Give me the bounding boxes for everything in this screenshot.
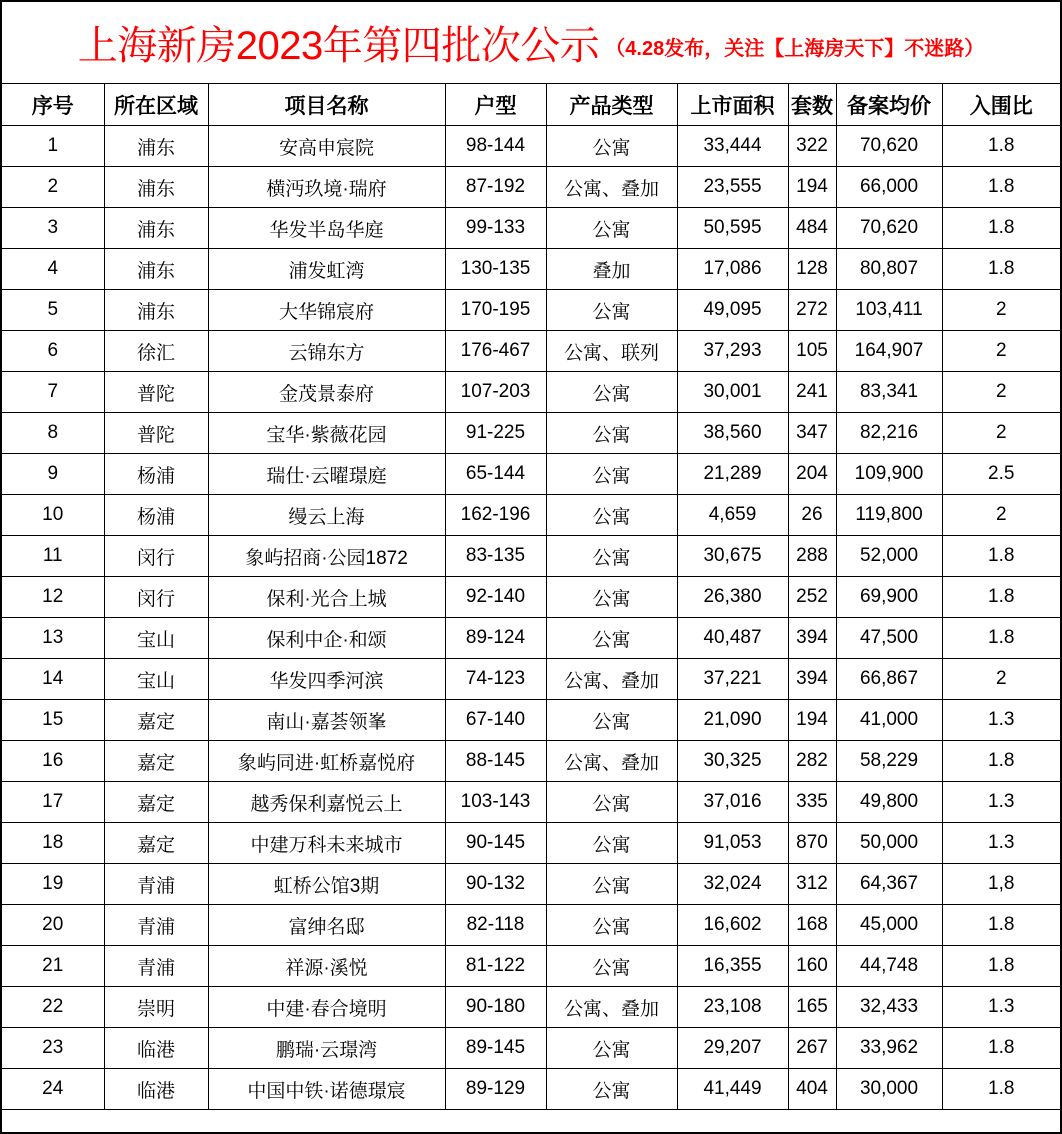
- district-cell: 闵行: [104, 577, 208, 618]
- project-name-cell: 华发半岛华庭: [208, 208, 445, 249]
- table-row: [2, 249, 1060, 290]
- index-cell: 2: [2, 167, 104, 208]
- units-cell: 267: [788, 1028, 836, 1069]
- index-cell: 22: [2, 987, 104, 1028]
- ratio-cell: 2: [942, 331, 1060, 372]
- index-cell: 10: [2, 495, 104, 536]
- project-name-cell: 缦云上海: [208, 495, 445, 536]
- area-cell: 21,090: [677, 700, 788, 741]
- ratio-cell: 2: [942, 413, 1060, 454]
- area-cell: 91,053: [677, 823, 788, 864]
- units-cell: 105: [788, 331, 836, 372]
- table-row: [2, 700, 1060, 741]
- product-type-cell: 公寓: [546, 700, 677, 741]
- table-row: [2, 987, 1060, 1028]
- table-row: [2, 167, 1060, 208]
- unit-size-cell: 89-124: [445, 618, 546, 659]
- product-type-cell: 公寓: [546, 208, 677, 249]
- district-cell: 嘉定: [104, 700, 208, 741]
- area-cell: 37,221: [677, 659, 788, 700]
- avg-price-cell: 41,000: [836, 700, 942, 741]
- product-type-cell: 公寓: [546, 782, 677, 823]
- project-name-cell: 保利中企·和颂: [208, 618, 445, 659]
- district-cell: 宝山: [104, 659, 208, 700]
- units-cell: 194: [788, 700, 836, 741]
- units-cell: 252: [788, 577, 836, 618]
- col-header-product-type: 产品类型: [546, 84, 677, 126]
- area-cell: 30,675: [677, 536, 788, 577]
- units-cell: 347: [788, 413, 836, 454]
- unit-size-cell: 89-145: [445, 1028, 546, 1069]
- units-cell: 128: [788, 249, 836, 290]
- index-cell: 8: [2, 413, 104, 454]
- table-row: [2, 495, 1060, 536]
- area-cell: 37,293: [677, 331, 788, 372]
- district-cell: 闵行: [104, 536, 208, 577]
- project-name-cell: 南山·嘉荟领峯: [208, 700, 445, 741]
- col-header-avg-price: 备案均价: [836, 84, 942, 126]
- table-row: [2, 290, 1060, 331]
- units-cell: 484: [788, 208, 836, 249]
- avg-price-cell: 66,000: [836, 167, 942, 208]
- col-header-units: 套数: [788, 84, 836, 126]
- area-cell: 40,487: [677, 618, 788, 659]
- unit-size-cell: 176-467: [445, 331, 546, 372]
- district-cell: 青浦: [104, 946, 208, 987]
- area-cell: 37,016: [677, 782, 788, 823]
- units-cell: 165: [788, 987, 836, 1028]
- index-cell: 24: [2, 1069, 104, 1110]
- index-cell: 1: [2, 126, 104, 167]
- project-name-cell: 越秀保利嘉悦云上: [208, 782, 445, 823]
- project-name-cell: 祥源·溪悦: [208, 946, 445, 987]
- district-cell: 青浦: [104, 864, 208, 905]
- product-type-cell: 公寓: [546, 454, 677, 495]
- table-row: [2, 1069, 1060, 1110]
- ratio-cell: 1.8: [942, 126, 1060, 167]
- product-type-cell: 公寓: [546, 1069, 677, 1110]
- index-cell: 16: [2, 741, 104, 782]
- avg-price-cell: 47,500: [836, 618, 942, 659]
- product-type-cell: 公寓、叠加: [546, 659, 677, 700]
- avg-price-cell: 49,800: [836, 782, 942, 823]
- col-header-ratio: 入围比: [942, 84, 1060, 126]
- units-cell: 335: [788, 782, 836, 823]
- table-row: [2, 126, 1060, 167]
- table-row: [2, 208, 1060, 249]
- product-type-cell: 公寓、叠加: [546, 167, 677, 208]
- product-type-cell: 公寓: [546, 1028, 677, 1069]
- unit-size-cell: 83-135: [445, 536, 546, 577]
- table-row: [2, 577, 1060, 618]
- area-cell: 29,207: [677, 1028, 788, 1069]
- area-cell: 16,602: [677, 905, 788, 946]
- index-cell: 3: [2, 208, 104, 249]
- product-type-cell: 公寓: [546, 823, 677, 864]
- units-cell: 168: [788, 905, 836, 946]
- project-name-cell: 鹏瑞·云璟湾: [208, 1028, 445, 1069]
- district-cell: 杨浦: [104, 454, 208, 495]
- col-header-district: 所在区域: [104, 84, 208, 126]
- index-cell: 23: [2, 1028, 104, 1069]
- project-name-cell: 中国中铁·诺德璟宸: [208, 1069, 445, 1110]
- avg-price-cell: 80,807: [836, 249, 942, 290]
- avg-price-cell: 66,867: [836, 659, 942, 700]
- area-cell: 30,001: [677, 372, 788, 413]
- avg-price-cell: 52,000: [836, 536, 942, 577]
- index-cell: 20: [2, 905, 104, 946]
- unit-size-cell: 65-144: [445, 454, 546, 495]
- avg-price-cell: 44,748: [836, 946, 942, 987]
- index-cell: 13: [2, 618, 104, 659]
- table-body: [2, 126, 1060, 1110]
- title-bar: [2, 2, 1060, 84]
- ratio-cell: 2.5: [942, 454, 1060, 495]
- unit-size-cell: 67-140: [445, 700, 546, 741]
- district-cell: 浦东: [104, 126, 208, 167]
- district-cell: 嘉定: [104, 782, 208, 823]
- table-row: [2, 905, 1060, 946]
- district-cell: 崇明: [104, 987, 208, 1028]
- project-name-cell: 宝华·紫薇花园: [208, 413, 445, 454]
- col-header-index: 序号: [2, 84, 104, 126]
- district-cell: 杨浦: [104, 495, 208, 536]
- area-cell: 41,449: [677, 1069, 788, 1110]
- col-header-area: 上市面积: [677, 84, 788, 126]
- ratio-cell: 1.3: [942, 823, 1060, 864]
- product-type-cell: 公寓、叠加: [546, 741, 677, 782]
- project-name-cell: 云锦东方: [208, 331, 445, 372]
- project-name-cell: 象屿同进·虹桥嘉悦府: [208, 741, 445, 782]
- unit-size-cell: 91-225: [445, 413, 546, 454]
- area-cell: 32,024: [677, 864, 788, 905]
- district-cell: 浦东: [104, 167, 208, 208]
- product-type-cell: 公寓: [546, 495, 677, 536]
- area-cell: 17,086: [677, 249, 788, 290]
- index-cell: 6: [2, 331, 104, 372]
- unit-size-cell: 74-123: [445, 659, 546, 700]
- units-cell: 204: [788, 454, 836, 495]
- table-row: [2, 659, 1060, 700]
- project-name-cell: 浦发虹湾: [208, 249, 445, 290]
- district-cell: 临港: [104, 1069, 208, 1110]
- area-cell: 23,555: [677, 167, 788, 208]
- table-row: [2, 782, 1060, 823]
- ratio-cell: 1.8: [942, 946, 1060, 987]
- unit-size-cell: 90-180: [445, 987, 546, 1028]
- avg-price-cell: 109,900: [836, 454, 942, 495]
- ratio-cell: 1.8: [942, 741, 1060, 782]
- units-cell: 241: [788, 372, 836, 413]
- ratio-cell: 1.8: [942, 208, 1060, 249]
- ratio-cell: 1,8: [942, 864, 1060, 905]
- units-cell: 26: [788, 495, 836, 536]
- project-name-cell: 中建·春合境明: [208, 987, 445, 1028]
- product-type-cell: 公寓: [546, 290, 677, 331]
- avg-price-cell: 164,907: [836, 331, 942, 372]
- units-cell: 394: [788, 618, 836, 659]
- index-cell: 7: [2, 372, 104, 413]
- unit-size-cell: 87-192: [445, 167, 546, 208]
- ratio-cell: 1.8: [942, 577, 1060, 618]
- product-type-cell: 公寓: [546, 905, 677, 946]
- area-cell: 21,289: [677, 454, 788, 495]
- unit-size-cell: 81-122: [445, 946, 546, 987]
- projects-table: [2, 84, 1060, 1110]
- area-cell: 4,659: [677, 495, 788, 536]
- table-row: [2, 454, 1060, 495]
- ratio-cell: 2: [942, 372, 1060, 413]
- district-cell: 临港: [104, 1028, 208, 1069]
- avg-price-cell: 58,229: [836, 741, 942, 782]
- unit-size-cell: 98-144: [445, 126, 546, 167]
- table-row: [2, 536, 1060, 577]
- index-cell: 4: [2, 249, 104, 290]
- ratio-cell: 1.8: [942, 905, 1060, 946]
- avg-price-cell: 119,800: [836, 495, 942, 536]
- unit-size-cell: 103-143: [445, 782, 546, 823]
- avg-price-cell: 30,000: [836, 1069, 942, 1110]
- district-cell: 宝山: [104, 618, 208, 659]
- project-name-cell: 虹桥公馆3期: [208, 864, 445, 905]
- units-cell: 312: [788, 864, 836, 905]
- units-cell: 404: [788, 1069, 836, 1110]
- avg-price-cell: 69,900: [836, 577, 942, 618]
- avg-price-cell: 33,962: [836, 1028, 942, 1069]
- index-cell: 15: [2, 700, 104, 741]
- table-row: [2, 331, 1060, 372]
- index-cell: 18: [2, 823, 104, 864]
- index-cell: 17: [2, 782, 104, 823]
- units-cell: 282: [788, 741, 836, 782]
- product-type-cell: 公寓: [546, 126, 677, 167]
- unit-size-cell: 88-145: [445, 741, 546, 782]
- unit-size-cell: 90-145: [445, 823, 546, 864]
- avg-price-cell: 82,216: [836, 413, 942, 454]
- table-row: [2, 372, 1060, 413]
- col-header-unit-size: 户型: [445, 84, 546, 126]
- table-row: [2, 823, 1060, 864]
- ratio-cell: 1.8: [942, 1028, 1060, 1069]
- unit-size-cell: 82-118: [445, 905, 546, 946]
- unit-size-cell: 92-140: [445, 577, 546, 618]
- unit-size-cell: 99-133: [445, 208, 546, 249]
- district-cell: 普陀: [104, 372, 208, 413]
- area-cell: 26,380: [677, 577, 788, 618]
- project-name-cell: 华发四季河滨: [208, 659, 445, 700]
- area-cell: 16,355: [677, 946, 788, 987]
- area-cell: 33,444: [677, 126, 788, 167]
- project-name-cell: 安高申宸院: [208, 126, 445, 167]
- product-type-cell: 公寓、联列: [546, 331, 677, 372]
- area-cell: 38,560: [677, 413, 788, 454]
- project-name-cell: 金茂景泰府: [208, 372, 445, 413]
- index-cell: 11: [2, 536, 104, 577]
- page-title: 上海新房2023年第四批次公示: [77, 24, 600, 68]
- units-cell: 288: [788, 536, 836, 577]
- project-name-cell: 中建万科未来城市: [208, 823, 445, 864]
- avg-price-cell: 103,411: [836, 290, 942, 331]
- unit-size-cell: 107-203: [445, 372, 546, 413]
- ratio-cell: 1.3: [942, 782, 1060, 823]
- area-cell: 30,325: [677, 741, 788, 782]
- unit-size-cell: 90-132: [445, 864, 546, 905]
- product-type-cell: 公寓: [546, 618, 677, 659]
- units-cell: 870: [788, 823, 836, 864]
- unit-size-cell: 130-135: [445, 249, 546, 290]
- unit-size-cell: 170-195: [445, 290, 546, 331]
- index-cell: 21: [2, 946, 104, 987]
- avg-price-cell: 64,367: [836, 864, 942, 905]
- district-cell: 浦东: [104, 290, 208, 331]
- units-cell: 194: [788, 167, 836, 208]
- district-cell: 浦东: [104, 208, 208, 249]
- avg-price-cell: 70,620: [836, 126, 942, 167]
- project-name-cell: 保利·光合上城: [208, 577, 445, 618]
- ratio-cell: 2: [942, 290, 1060, 331]
- district-cell: 徐汇: [104, 331, 208, 372]
- product-type-cell: 公寓: [546, 536, 677, 577]
- index-cell: 9: [2, 454, 104, 495]
- table-row: [2, 741, 1060, 782]
- units-cell: 272: [788, 290, 836, 331]
- project-name-cell: 富绅名邸: [208, 905, 445, 946]
- units-cell: 322: [788, 126, 836, 167]
- table-row: [2, 1028, 1060, 1069]
- unit-size-cell: 162-196: [445, 495, 546, 536]
- area-cell: 49,095: [677, 290, 788, 331]
- index-cell: 12: [2, 577, 104, 618]
- unit-size-cell: 89-129: [445, 1069, 546, 1110]
- table-row: [2, 413, 1060, 454]
- index-cell: 19: [2, 864, 104, 905]
- page-subtitle: （4.28发布，关注【上海房天下】不迷路）: [605, 38, 985, 60]
- area-cell: 23,108: [677, 987, 788, 1028]
- product-type-cell: 公寓: [546, 577, 677, 618]
- units-cell: 160: [788, 946, 836, 987]
- product-type-cell: 公寓: [546, 372, 677, 413]
- district-cell: 浦东: [104, 249, 208, 290]
- district-cell: 嘉定: [104, 741, 208, 782]
- avg-price-cell: 45,000: [836, 905, 942, 946]
- ratio-cell: 2: [942, 495, 1060, 536]
- avg-price-cell: 83,341: [836, 372, 942, 413]
- project-name-cell: 瑞仕·云曜璟庭: [208, 454, 445, 495]
- ratio-cell: 1.8: [942, 1069, 1060, 1110]
- index-cell: 5: [2, 290, 104, 331]
- district-cell: 嘉定: [104, 823, 208, 864]
- product-type-cell: 公寓: [546, 946, 677, 987]
- ratio-cell: 1.8: [942, 167, 1060, 208]
- product-type-cell: 叠加: [546, 249, 677, 290]
- ratio-cell: 1.8: [942, 536, 1060, 577]
- project-name-cell: 横沔玖境·瑞府: [208, 167, 445, 208]
- table-row: [2, 618, 1060, 659]
- ratio-cell: 1.8: [942, 618, 1060, 659]
- product-type-cell: 公寓、叠加: [546, 987, 677, 1028]
- header-row: [2, 84, 1060, 126]
- table-row: [2, 946, 1060, 987]
- project-name-cell: 象屿招商·公园1872: [208, 536, 445, 577]
- avg-price-cell: 50,000: [836, 823, 942, 864]
- project-name-cell: 大华锦宸府: [208, 290, 445, 331]
- product-type-cell: 公寓: [546, 864, 677, 905]
- area-cell: 50,595: [677, 208, 788, 249]
- index-cell: 14: [2, 659, 104, 700]
- ratio-cell: 1.3: [942, 700, 1060, 741]
- ratio-cell: 1.8: [942, 249, 1060, 290]
- avg-price-cell: 32,433: [836, 987, 942, 1028]
- district-cell: 青浦: [104, 905, 208, 946]
- district-cell: 普陀: [104, 413, 208, 454]
- ratio-cell: 1.3: [942, 987, 1060, 1028]
- col-header-project-name: 项目名称: [208, 84, 445, 126]
- units-cell: 394: [788, 659, 836, 700]
- table-row: [2, 864, 1060, 905]
- product-type-cell: 公寓: [546, 413, 677, 454]
- avg-price-cell: 70,620: [836, 208, 942, 249]
- ratio-cell: 2: [942, 659, 1060, 700]
